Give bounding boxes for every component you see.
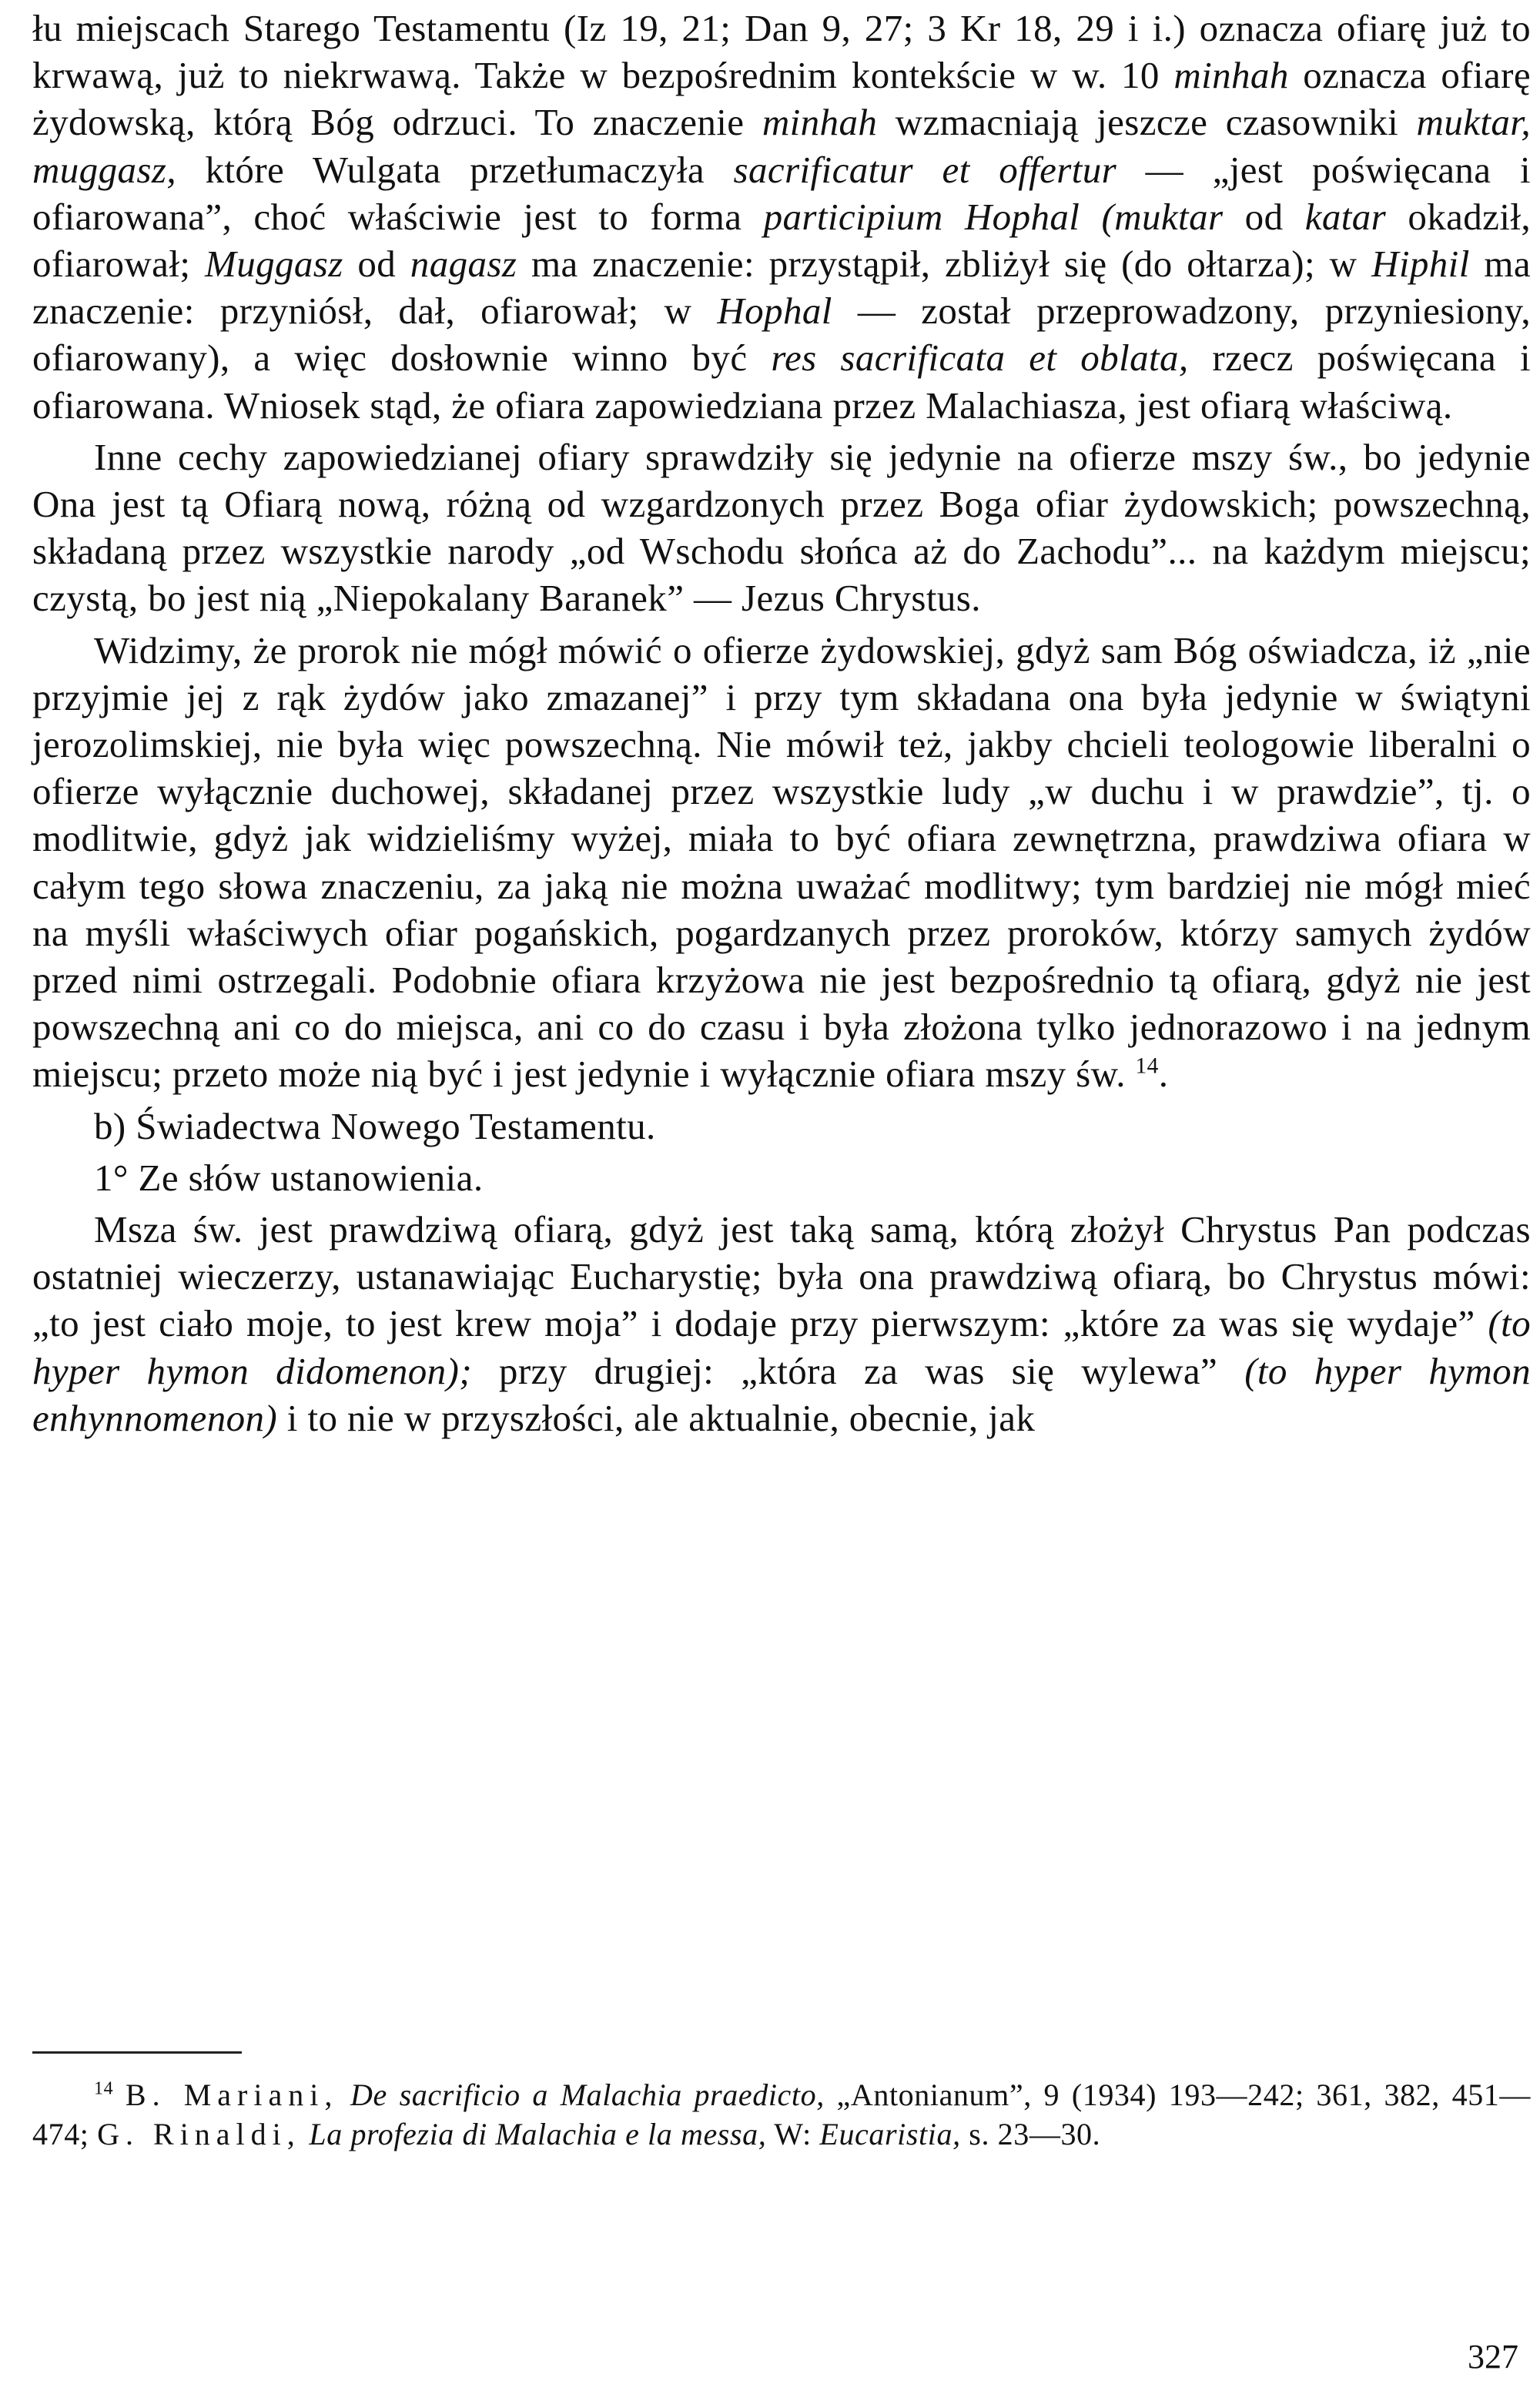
- text-run: które Wulgata przetłumaczyła: [176, 148, 734, 191]
- main-text: [32, 5, 1531, 1441]
- text-run: okadził, ofiarował;: [32, 195, 1532, 286]
- page-number: 327: [1468, 2338, 1518, 2376]
- text-run: — „jest poświęcana i ofiarowana”, choć właściwie jest to forma: [32, 148, 1531, 238]
- text-run: od: [1223, 195, 1305, 238]
- footnote-text: s. 23—30.: [960, 2117, 1101, 2151]
- italic-term: sacrificatur et offertur: [733, 148, 1117, 191]
- text-run: Msza św. jest prawdziwą ofiarą, gdyż jest taką samą, którą złożył Chrystus Pan podczas ostatniej wieczerzy, ustanawiając Eucharystię; była ona prawdziwą ofiarą, bo Chrystus mówi: „to jest ciało moje, to jest krew moja” i dodaje przy pierwszym: „które za was się wydaje”: [32, 1208, 1531, 1345]
- italic-term: Muggasz: [204, 243, 343, 286]
- text-run: ma znaczenie: przyniósł, dał, ofiarował; w: [32, 243, 1531, 333]
- subsection-heading-1: 1° Ze słów ustanowienia.: [94, 1156, 484, 1199]
- italic-term: minhah: [1173, 54, 1289, 97]
- footnote-author: B. Mariani,: [125, 2078, 339, 2112]
- footnote-text: „Antonianum”, 9 (1934) 193—242; 361, 382, 451—474;: [32, 2078, 1531, 2151]
- paragraph-3: [32, 627, 1531, 1098]
- italic-term: res sacrificata et oblata,: [771, 336, 1189, 380]
- section-heading-b: b) Świadectwa Nowego Testamentu.: [94, 1104, 656, 1147]
- footnote-reference[interactable]: 14: [1135, 1054, 1159, 1080]
- footnote-number: 14: [94, 2078, 114, 2099]
- text-run: przy drugiej: „która za was się wylewa”: [471, 1349, 1245, 1392]
- text-run: — został przeprowadzony, przyniesiony, ofiarowany), a więc dosłownie winno być: [32, 290, 1531, 380]
- italic-term: participium Hophal (muktar: [763, 195, 1224, 238]
- footnote-author: G. Rinaldi,: [97, 2117, 301, 2151]
- text-run: Widzimy, że prorok nie mógł mówić o ofierze żydowskiej, gdyż sam Bóg oświadcza, iż „nie przyjmie jej z rąk żydów jako zmazanej” i przy tym składana ona była jedynie w świątyni jerozolimskiej, nie była więc powszechną. Nie mówił też, jakby chcieli teologowie liberalni o ofierze wyłącznie duchowej, składanej przez wszystkie ludy „w duchu i w prawdzie”, tj. o modlitwie, gdyż jak widzieliśmy wyżej, miała to być ofiara zewnętrzna, prawdziwa ofiara w całym tego słowa znaczeniu, za jaką nie można uważać modlitwy; tym bardziej nie mógł mieć na myśli właściwych ofiar pogańskich, pogardzanych przez proroków, którzy samych żydów przed nimi ostrzegali. Podobnie ofiara krzyżowa nie jest bezpośrednio tą ofiarą, gdyż nie jest powszechną ani co do miejsca, ani co do czasu i była złożona tylko jednorazowo i na jednym miejscu; przeto może nią być i jest jedynie i wyłącznie ofiara mszy św.: [32, 628, 1531, 1096]
- text-run: od: [343, 243, 410, 286]
- paragraph-4: [32, 1206, 1531, 1441]
- footnote-divider: [32, 2051, 242, 2054]
- text-run: .: [1158, 1053, 1169, 1096]
- footnote-14: [32, 2075, 1531, 2154]
- paragraph-1: [32, 5, 1531, 429]
- italic-term: nagasz: [410, 243, 517, 286]
- text-run: ma znaczenie: przystąpił, zbliżył się (do ołtarza); w: [517, 243, 1372, 286]
- text-run: i to nie w przyszłości, ale aktualnie, obecnie, jak: [277, 1396, 1036, 1439]
- italic-term: (to hyper hymon didomenon);: [32, 1302, 1531, 1392]
- text-run: rzecz poświęcana i ofiarowana. Wniosek stąd, że ofiara zapowiedziana przez Malachiasza, jest ofiarą właściwą.: [32, 336, 1531, 427]
- paragraph-2: Inne cechy zapowiedzianej ofiary sprawdziły się jedynie na ofierze mszy św., bo jedynie Ona jest tą Ofiarą nową, różną od wzgardzonych przez Boga ofiar żydowskich; powszechną, składaną przez wszystkie narody „od Wschodu słońca aż do Zachodu”... na każdym miejscu; czystą, bo jest nią „Niepokalany Baranek” — Jezus Chrystus.: [32, 435, 1531, 620]
- footnote-title: La profezia di Malachia e la messa,: [309, 2117, 767, 2151]
- text-run: oznacza ofiarę żydowską, którą Bóg odrzuci. To znaczenie: [32, 54, 1531, 144]
- text-run: łu miejscach Starego Testamentu (Iz 19, 21; Dan 9, 27; 3 Kr 18, 29 i i.) oznacza ofiarę już to krwawą, już to niekrwawą. Także w bezpośrednim kontekście w w. 10: [32, 7, 1531, 97]
- italic-term: muktar, muggasz,: [32, 101, 1531, 191]
- italic-term: katar: [1304, 195, 1387, 238]
- text-run: wzmacniają jeszcze czasowniki: [877, 101, 1417, 144]
- italic-term: Hiphil: [1371, 243, 1470, 286]
- italic-term: (to hyper hymon enhynnomenon): [32, 1349, 1531, 1439]
- footnote-text: W:: [766, 2117, 820, 2151]
- italic-term: Hophal: [717, 290, 832, 333]
- footnote-title: Eucaristia,: [819, 2117, 961, 2151]
- footnote-title: De sacrificio a Malachia praedicto,: [350, 2078, 825, 2112]
- italic-term: minhah: [762, 101, 878, 144]
